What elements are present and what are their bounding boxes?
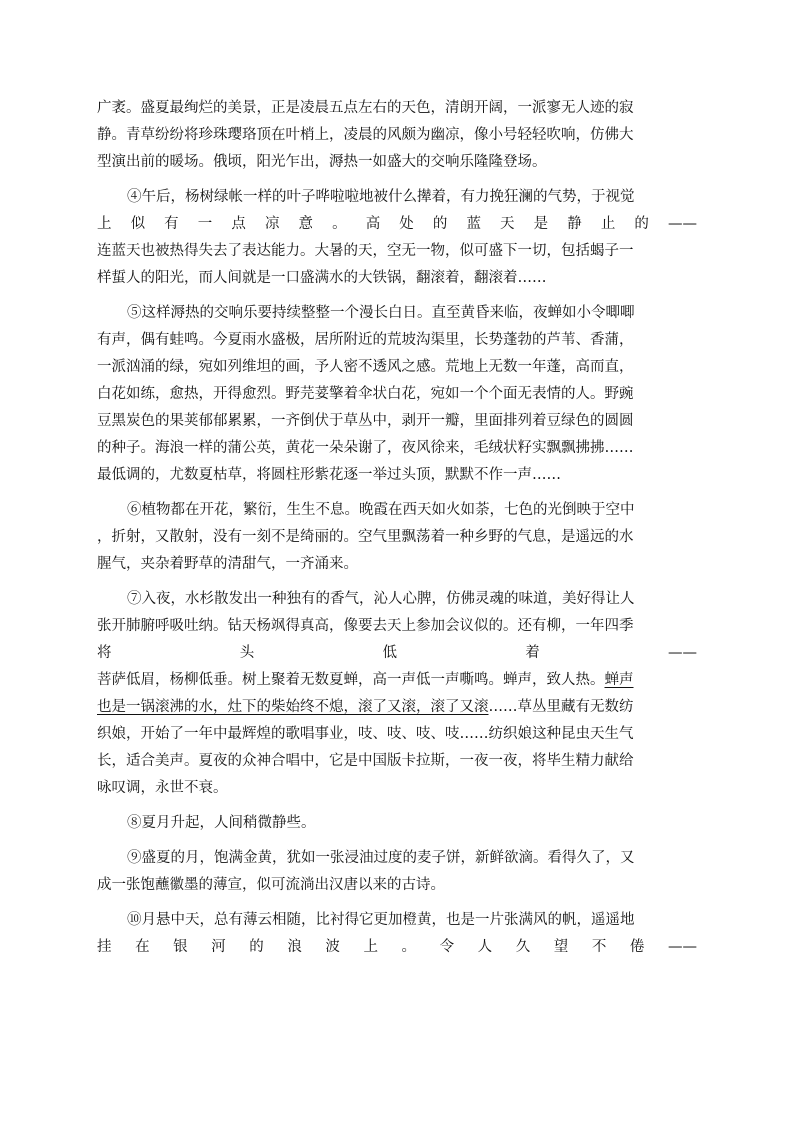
text-line: 的种子。海浪一样的蒲公英，黄花一朵朵谢了，夜风徐来，毛绒状籽实飘飘拂拂…… (97, 440, 634, 456)
paragraph-5-first-line: ⑤这样溽热的交响乐要持续整整一个漫长白日。直至黄昏来临，夜蝉如小令唧唧 (127, 305, 635, 321)
text-line-with-underline (97, 667, 697, 694)
text-line: 一派汹涌的绿，宛如列维坦的画，予人密不透风之感。荒地上无数一年蓬，高而直， (97, 359, 634, 375)
text-line: 长，适合美声。夏夜的众神合唱中，它是中国版卡拉斯，一夜一夜，将毕生精力献给 (97, 753, 634, 769)
text-line: 白花如练，愈热，开得愈烈。野芫荽擎着伞状白花，宛如一个个面无表情的人。野豌 (97, 386, 634, 402)
text-line: 有声，偶有蛙鸣。今夏雨水盛极，居所附近的荒坡沟渠里，长势蓬勃的芦苇、香蒲， (97, 332, 634, 348)
text-line: 成一张饱蘸徽墨的薄宣，似可流淌出汉唐以来的古诗。 (97, 877, 445, 893)
text-line: 张开肺腑呼吸吐纳。钻天杨飒得真高，像要去天上参加会议似的。还有柳，一年四季 (97, 618, 634, 634)
paragraph-4-first-line: ④午后，杨树绿帐一样的叶子哗啦啦地被什么撵着，有力挽狂澜的气势，于视觉 (127, 189, 635, 205)
text-line: 织娘，开始了一年中最辉煌的歌唱事业，吱、吱、吱、吱……纺织娘这种昆虫天生气 (97, 726, 634, 742)
text-line: 样蜇人的阳光，而人间就是一口盛满水的大铁锅，翻滚着，翻滚着…… (97, 270, 547, 286)
text-segment: 菩萨低眉，杨柳低垂。树上聚着无数夏蝉，高一声低一声嘶鸣。蝉声，致人热。 (97, 672, 605, 688)
text-line: 豆黑炭色的果荚郁郁累累，一齐倒伏于草丛中，剥开一瓣，里面排列着豆绿色的圆圆 (97, 413, 634, 429)
underlined-sentence: 也是一锅滚沸的水，灶下的柴始终不熄，滚了又滚，滚了又滚 (97, 699, 489, 715)
text-line-with-underline (97, 694, 697, 721)
text-line: 最低调的，尤数夏枯草，将圆柱形紫花逐一举过头顶，默默不作一声…… (97, 467, 561, 483)
paragraph-9-first-line: ⑨盛夏的月，饱满金黄，犹如一张浸油过度的麦子饼，新鲜欲滴。看得久了，又 (127, 850, 635, 866)
text-line-justified: 将头低着—— (97, 645, 697, 661)
paragraph-8: ⑧夏月升起，人间稍微静些。 (127, 815, 316, 831)
text-line: 连蓝天也被热得失去了表达能力。大暑的天，空无一物，似可盛下一切，包括蝎子一 (97, 243, 634, 259)
paragraph-10-first-line: ⑩月悬中天，总有薄云相随，比衬得它更加橙黄，也是一片张满风的帆，遥遥地 (127, 912, 635, 928)
text-line: 腥气，夹杂着野草的清甜气，一齐涌来。 (97, 556, 358, 572)
paragraph-7-first-line: ⑦入夜，水杉散发出一种独有的香气，沁人心脾，仿佛灵魂的味道，美好得让人 (127, 591, 635, 607)
document-page (97, 95, 697, 961)
text-line-justified: 挂在银河的浪波上。令人久望不倦—— (97, 939, 697, 955)
underlined-sentence: 蝉声 (604, 672, 634, 688)
text-line: ，折射，又散射，没有一刻不是绮丽的。空气里飘荡着一种乡野的气息，是遥远的水 (97, 529, 634, 545)
text-line: 型演出前的暖场。俄顷，阳光乍出，溽热一如盛大的交响乐隆隆登场。 (97, 154, 547, 170)
text-line: 静。青草纷纷将珍珠璎珞顶在叶梢上，凌晨的风颇为幽凉，像小号轻轻吹响，仿佛大 (97, 127, 634, 143)
text-line: 广袤。盛夏最绚烂的美景，正是凌晨五点左右的天色，清朗开阔，一派寥无人迹的寂 (97, 100, 634, 116)
text-segment: ……草丛里藏有无数纺 (488, 699, 634, 715)
text-line-justified: 上似有一点凉意。高处的蓝天是静止的—— (97, 216, 697, 232)
text-line: 咏叹调，永世不衰。 (97, 780, 228, 796)
paragraph-6-first-line: ⑥植物都在开花，繁衍，生生不息。晚霞在西天如火如荼，七色的光倒映于空中 (127, 502, 635, 518)
